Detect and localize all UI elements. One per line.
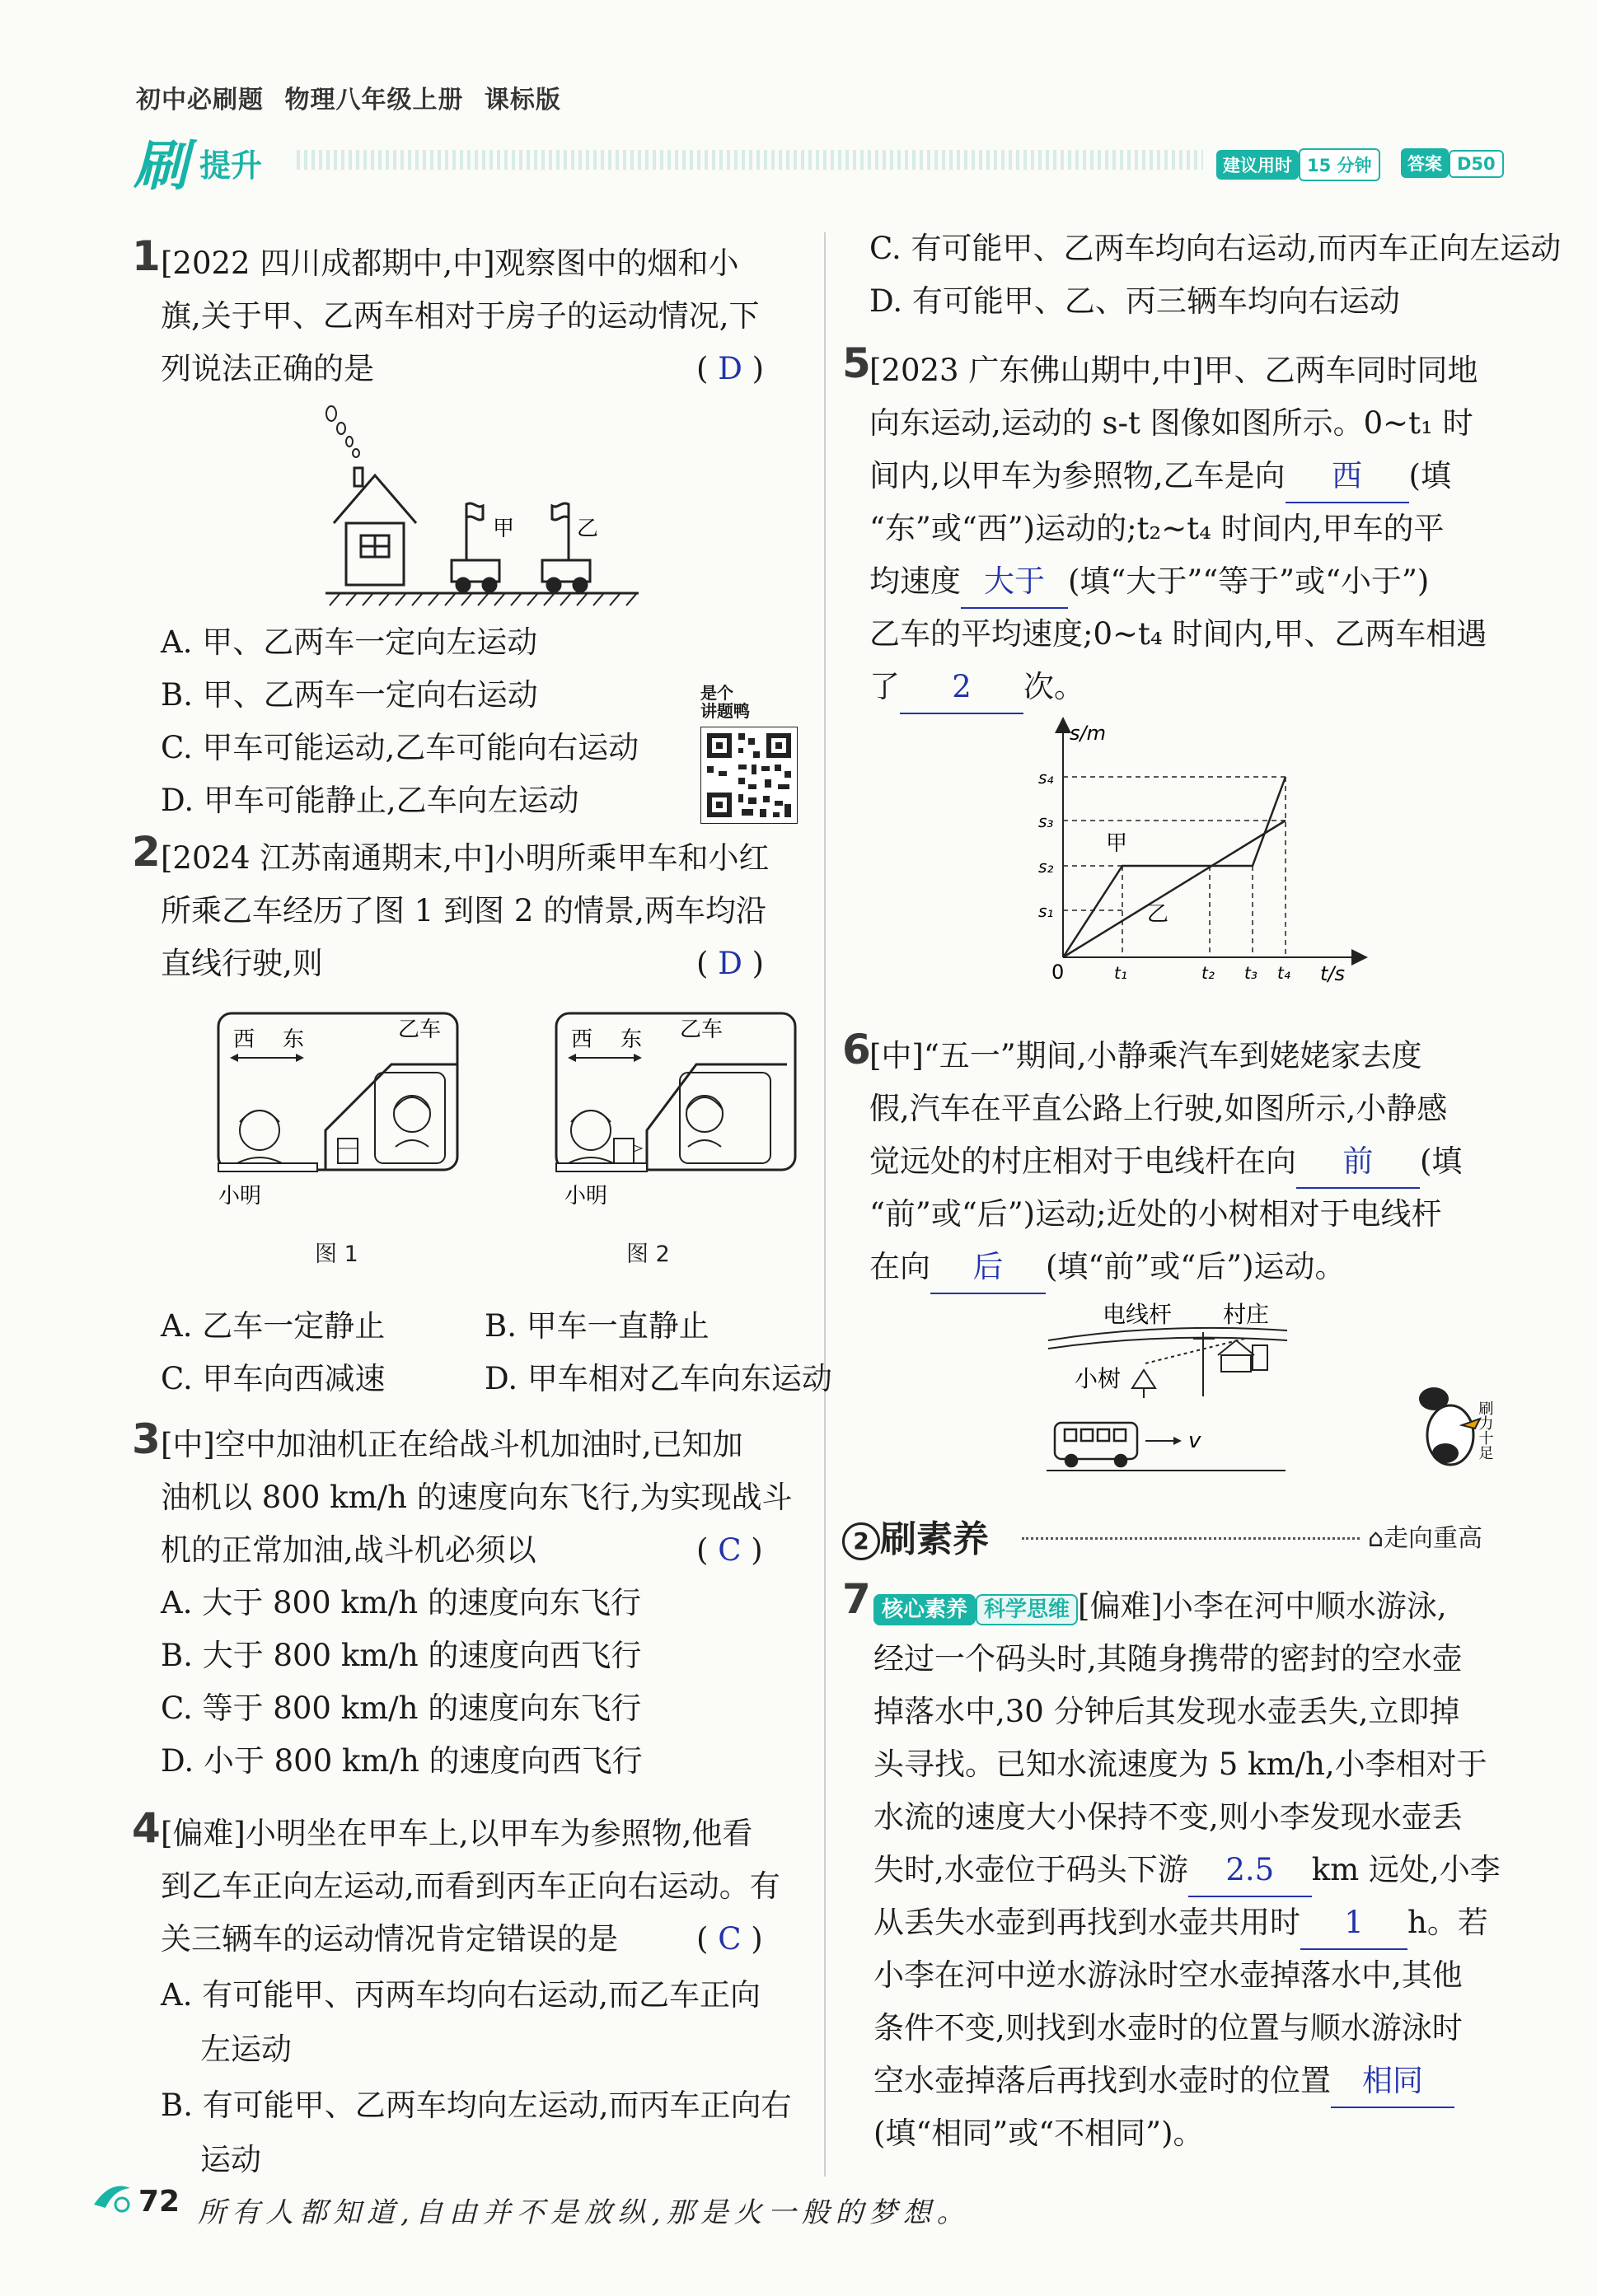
- tick-t2: t₂: [1201, 963, 1215, 983]
- q5-st-graph: [1030, 717, 1376, 989]
- mascot-caption: 刷力十足: [1476, 1401, 1494, 1460]
- y-axis-label: s/m: [1070, 722, 1106, 745]
- footer-quote: 所有人都知道,自由并不是放纵,那是火一般的梦想。: [198, 2196, 971, 2229]
- q5-text: 间内,以甲车为参照物,乙车是向: [869, 458, 1286, 493]
- q5-blank-3: 2: [900, 661, 1023, 714]
- q3-answer: C: [718, 1532, 742, 1568]
- q3-number: 3: [132, 1415, 161, 1463]
- q7-line: [873, 2055, 1454, 2108]
- q2-line: 直线行驶,则: [161, 946, 323, 981]
- time-value: 15 分钟: [1299, 148, 1380, 181]
- bus-icon: [1055, 1423, 1137, 1466]
- q3-option: D. 小于 800 km/h 的速度向西飞行: [161, 1743, 643, 1779]
- cup-icon: [614, 1139, 634, 1163]
- q5-text: 均速度: [869, 563, 961, 599]
- q4-line: [偏难]小明坐在甲车上,以甲车为参照物,他看: [161, 1816, 753, 1851]
- person-label: 小明: [564, 1184, 608, 1209]
- footer-logo-icon: [89, 2180, 135, 2216]
- q2-figure-2: [548, 1007, 803, 1213]
- section-title-text: 刷素养: [880, 1518, 989, 1560]
- mascot-icon: [1393, 1376, 1516, 1475]
- east-label: 东: [621, 1027, 643, 1052]
- section-right: [1368, 1517, 1482, 1554]
- series-name: 初中必刷题: [136, 86, 264, 115]
- tick-s3: s₃: [1038, 811, 1054, 831]
- tick-s2: s₂: [1038, 857, 1054, 877]
- q5-line: [2023 广东佛山期中,中]甲、乙两车同时同地: [869, 353, 1478, 388]
- q5-line: [869, 450, 1451, 503]
- q5-text: (填“大于”“等于”或“小于”): [1068, 563, 1430, 599]
- q7-text: [偏难]小李在河中顺水游泳,: [1078, 1588, 1447, 1624]
- q7-line: 水流的速度大小保持不变,则小李发现水壶丢: [873, 1799, 1463, 1835]
- q7-text: h。若: [1407, 1905, 1488, 1940]
- figure-caption: 图 2: [626, 1242, 670, 1267]
- east-label: 东: [283, 1027, 305, 1052]
- origin-label: 0: [1051, 961, 1065, 984]
- q2-option: A. 乙车一定静止: [161, 1308, 386, 1344]
- ground: [325, 593, 639, 606]
- q2-answer-bracket: ( D ): [696, 946, 765, 981]
- header-stripe: [297, 150, 1203, 170]
- q2-line: 所乘乙车经历了图 1 到图 2 的情景,两车均沿: [161, 893, 766, 928]
- q6-line: [中]“五一”期间,小静乘汽车到姥姥家去度: [869, 1038, 1422, 1073]
- answer-label: 答案: [1401, 148, 1449, 178]
- q2-figure-1: [210, 1007, 466, 1213]
- girl-icon: [686, 1096, 723, 1147]
- q6-figure: [1047, 1298, 1294, 1483]
- q5-blank-1: 西: [1286, 450, 1409, 503]
- cup-icon: [338, 1139, 358, 1163]
- q4-option-cont: 运动: [200, 2142, 261, 2177]
- car-yi-label: 乙: [577, 517, 599, 541]
- page-number: 72: [138, 2185, 180, 2219]
- q6-line: “前”或“后”)运动;近处的小树相对于电线杆: [869, 1196, 1442, 1232]
- q5-text: 了: [869, 669, 900, 704]
- qr-caption: [700, 684, 750, 720]
- q5-number: 5: [842, 339, 871, 387]
- brand-logo: 刷: [133, 134, 188, 198]
- q7-blank-3: 相同: [1331, 2055, 1454, 2108]
- car-label: 乙车: [680, 1017, 724, 1042]
- q1-option: A. 甲、乙两车一定向左运动: [161, 624, 538, 660]
- q3-answer-bracket: ( C ): [696, 1532, 763, 1568]
- velocity-label: v: [1188, 1429, 1201, 1453]
- qr-caption-line: 讲题鸭: [700, 701, 750, 721]
- q5-text: 次。: [1023, 669, 1084, 704]
- series-yi-label: 乙: [1147, 902, 1169, 927]
- q1-option: C. 甲车可能运动,乙车可能向右运动: [161, 730, 639, 765]
- time-badge: [1216, 148, 1380, 181]
- q4-answer-bracket: ( C ): [696, 1921, 763, 1957]
- q7-number: 7: [842, 1575, 871, 1623]
- q2-option: C. 甲车向西减速: [161, 1361, 386, 1396]
- west-label: 西: [571, 1027, 593, 1052]
- column-divider: [824, 232, 826, 2177]
- boy-icon: [227, 1111, 293, 1170]
- qr-caption-line: 是个: [700, 683, 733, 703]
- car-label: 乙车: [398, 1017, 442, 1042]
- q4-line: 到乙车正向左运动,而看到丙车正向右运动。有: [161, 1868, 780, 1904]
- car-jia-label: 甲: [493, 517, 515, 541]
- q6-blank-1: 前: [1296, 1135, 1420, 1189]
- x-axis-label: t/s: [1320, 962, 1345, 985]
- q7-text: 空水壶掉落后再找到水壶时的位置: [873, 2063, 1331, 2098]
- girl-icon: [394, 1096, 430, 1147]
- q6-text: 觉远处的村庄相对于电线杆在向: [869, 1143, 1296, 1179]
- q7-text: 从丢失水壶到再找到水壶共用时: [873, 1905, 1300, 1940]
- q3-option: A. 大于 800 km/h 的速度向东飞行: [161, 1585, 641, 1620]
- q7-blank-1: 2.5: [1188, 1844, 1312, 1897]
- q2-option: D. 甲车相对乙车向东运动: [485, 1361, 832, 1396]
- person-label: 小明: [218, 1184, 262, 1209]
- q7-line: [873, 1580, 1447, 1636]
- qr-code-icon[interactable]: [700, 727, 798, 824]
- q3-option: B. 大于 800 km/h 的速度向西飞行: [161, 1638, 642, 1673]
- smoke-icon: [326, 406, 359, 457]
- pole-label: 电线杆: [1103, 1301, 1173, 1328]
- figure-caption: 图 1: [315, 1242, 358, 1267]
- subject-name: 物理八年级上册: [284, 86, 464, 115]
- q1-line: 旗,关于甲、乙两车相对于房子的运动情况,下: [161, 298, 760, 334]
- q3-line: 机的正常加油,战斗机必须以: [161, 1532, 536, 1568]
- q4-option-cont: 左运动: [200, 2032, 292, 2067]
- q1-line: 列说法正确的是: [161, 351, 374, 386]
- q7-text: km 远处,小李: [1311, 1852, 1501, 1887]
- q5-line: 向东运动,运动的 s-t 图像如图所示。0~t₁ 时: [869, 405, 1473, 441]
- q7-line: [873, 1896, 1488, 1950]
- q2-option: B. 甲车一直静止: [485, 1308, 710, 1344]
- q3-line: [中]空中加油机正在给战斗机加油时,已知加: [161, 1427, 743, 1462]
- q3-line: 油机以 800 km/h 的速度向东飞行,为实现战斗: [161, 1480, 793, 1515]
- q6-blank-2: 后: [930, 1241, 1046, 1294]
- answer-badge: [1401, 148, 1504, 178]
- tick-t4: t₄: [1277, 963, 1290, 983]
- village-label: 村庄: [1223, 1301, 1270, 1328]
- q2-number: 2: [132, 828, 161, 876]
- time-label: 建议用时: [1216, 150, 1299, 180]
- q7-line: (填“相同”或“不相同”)。: [873, 2116, 1204, 2151]
- q6-line: [869, 1241, 1346, 1294]
- guide-lines: [1063, 777, 1286, 957]
- q4-answer: C: [718, 1921, 742, 1957]
- q7-line: 掉落水中,30 分钟后其发现水壶丢失,立即掉: [873, 1694, 1460, 1729]
- house-icon: [334, 468, 416, 585]
- q5-text: (填: [1408, 458, 1451, 493]
- q4-option: C. 有可能甲、乙两车均向右运动,而丙车正向左运动: [869, 231, 1562, 266]
- q6-line: 假,汽车在平直公路上行驶,如图所示,小静感: [869, 1091, 1448, 1126]
- q5-line: [869, 661, 1084, 714]
- section-label: 提升: [199, 147, 263, 184]
- q7-line: 小李在河中逆水游泳时空水壶掉落水中,其他: [873, 1957, 1463, 1993]
- series-jia-label: 甲: [1106, 831, 1128, 856]
- tree-icon: [1132, 1370, 1155, 1398]
- tag-core: 核心素养: [873, 1594, 976, 1625]
- q6-number: 6: [842, 1026, 871, 1073]
- q1-answer-bracket: ( D ): [696, 351, 765, 386]
- tick-s1: s₁: [1038, 901, 1054, 921]
- q7-line: [873, 1844, 1501, 1897]
- tick-t1: t₁: [1114, 963, 1127, 983]
- q6-text: (填: [1420, 1143, 1463, 1179]
- q6-text: 在向: [869, 1249, 930, 1284]
- q4-option: A. 有可能甲、丙两车均向右运动,而乙车正向: [161, 1977, 761, 2013]
- section-leader: [1022, 1537, 1360, 1540]
- q1-option: D. 甲车可能静止,乙车向左运动: [161, 783, 579, 818]
- q5-line: “东”或“西”)运动的;t₂~t₄ 时间内,甲车的平: [869, 511, 1445, 546]
- section-right-text: 走向重高: [1384, 1524, 1483, 1553]
- tree-label: 小树: [1075, 1365, 1122, 1392]
- q1-figure: [321, 395, 643, 610]
- q5-blank-2: 大于: [961, 555, 1068, 609]
- tag-science: 科学思维: [976, 1594, 1078, 1625]
- west-label: 西: [233, 1027, 255, 1052]
- q7-line: 条件不变,则找到水壶时的位置与顺水游泳时: [873, 2010, 1463, 2046]
- q7-line: 经过一个码头时,其随身携带的密封的空水壶: [873, 1641, 1463, 1676]
- q1-option: B. 甲、乙两车一定向右运动: [161, 677, 538, 713]
- edition-name: 课标版: [484, 86, 561, 115]
- q6-text: (填“前”或“后”)运动。: [1046, 1249, 1346, 1284]
- section-icon: 2: [842, 1522, 880, 1560]
- q7-line: 头寻找。已知水流速度为 5 km/h,小李相对于: [873, 1747, 1487, 1782]
- q4-option: D. 有可能甲、乙、丙三辆车均向右运动: [869, 283, 1400, 319]
- q6-line: [869, 1135, 1462, 1189]
- q7-blank-2: 1: [1300, 1896, 1407, 1950]
- q3-option: C. 等于 800 km/h 的速度向东飞行: [161, 1690, 642, 1726]
- q4-line: 关三辆车的运动情况肯定错误的是: [161, 1921, 618, 1957]
- answer-page: D50: [1449, 150, 1504, 178]
- q2-line: [2024 江苏南通期末,中]小明所乘甲车和小红: [161, 840, 770, 876]
- school-icon: ⌂: [1368, 1524, 1384, 1553]
- tick-s4: s₄: [1038, 768, 1054, 788]
- q5-line: [869, 555, 1429, 609]
- section-title: [842, 1509, 989, 1562]
- tick-t3: t₃: [1244, 963, 1257, 983]
- q4-number: 4: [132, 1804, 161, 1852]
- q1-answer: D: [718, 351, 742, 386]
- village-icon: [1218, 1340, 1267, 1372]
- q4-option: B. 有可能甲、乙两车均向左运动,而丙车正向右: [161, 2088, 792, 2123]
- q1-number: 1: [132, 232, 161, 280]
- q5-line: 乙车的平均速度;0~t₄ 时间内,甲、乙两车相遇: [869, 616, 1487, 652]
- q1-line: [2022 四川成都期中,中]观察图中的烟和小: [161, 245, 739, 281]
- book-series-header: [136, 79, 561, 115]
- q7-text: 失时,水壶位于码头下游: [873, 1852, 1188, 1887]
- q2-answer: D: [718, 946, 742, 981]
